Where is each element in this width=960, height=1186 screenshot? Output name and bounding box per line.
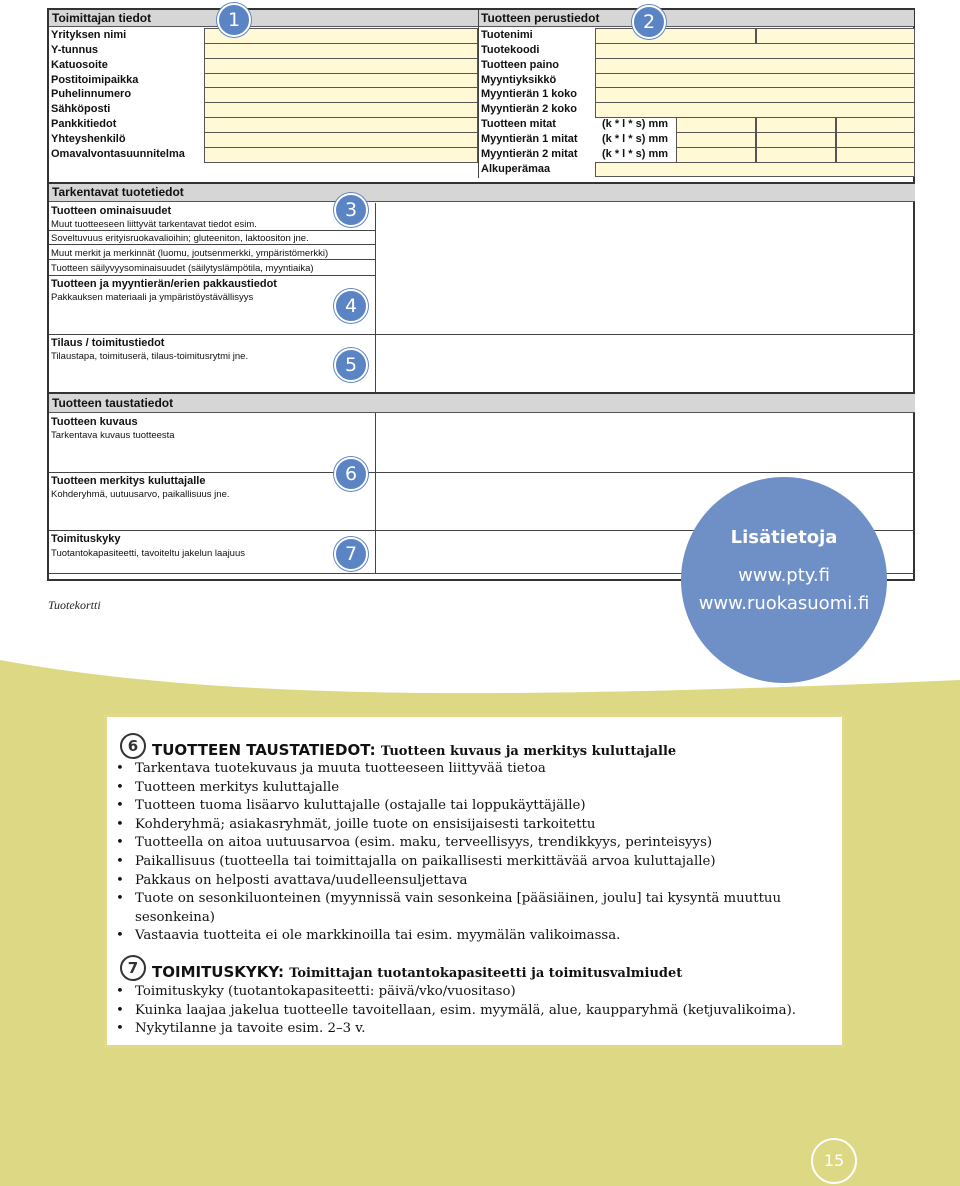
- supplier-field-input[interactable]: [204, 147, 478, 163]
- notes-section-7-subtitle: Toimittajan tuotantokapasiteetti ja toimitusvalmiudet: [289, 966, 683, 981]
- badge-5: 5: [334, 348, 368, 382]
- product-field-label: Myyntierän 2 koko: [481, 103, 577, 116]
- badge-2: 2: [632, 5, 666, 39]
- supplier-field-input[interactable]: [204, 87, 478, 103]
- supplier-field-label: Pankkitiedot: [51, 118, 117, 131]
- description-line: Tarkentava kuvaus tuotteesta: [51, 430, 175, 441]
- dimension-unit-label: (k * l * s) mm: [602, 118, 669, 131]
- dimension-unit-label: (k * l * s) mm: [602, 147, 669, 160]
- notes-section-7-heading: [152, 963, 682, 981]
- supplier-field-label: Omavalvontasuunnitelma: [51, 147, 185, 160]
- features-line-3: Muut merkit ja merkinnät (luomu, joutsenmerkki, ympäristömerkki): [51, 248, 329, 259]
- badge-4: 4: [334, 289, 368, 323]
- supplier-field-input[interactable]: [204, 73, 478, 89]
- product-field-label: Myyntierän 1 koko: [481, 88, 577, 101]
- dimension-input[interactable]: [756, 147, 836, 163]
- packaging-title: Tuotteen ja myyntierän/erien pakkaustiedot: [51, 278, 277, 290]
- notes-bullet: • Tuotteen tuoma lisäarvo kuluttajalle (ostajalle tai loppukäyttäjälle): [135, 797, 586, 815]
- supplier-field-input[interactable]: [204, 117, 478, 133]
- description-title: Tuotteen kuvaus: [51, 416, 138, 428]
- badge-6: 6: [334, 457, 368, 491]
- dimension-input[interactable]: [836, 132, 915, 148]
- product-field-input[interactable]: [595, 102, 915, 118]
- notes-bullet: • Kohderyhmä; asiakasryhmät, joille tuote on ensisijaisesti tarkoitettu: [135, 816, 595, 834]
- notes-bullet: sesonkeina): [135, 909, 215, 925]
- product-header: Tuotteen perustiedot: [478, 10, 914, 27]
- supplier-field-input[interactable]: [204, 102, 478, 118]
- product-field-label: Tuotekoodi: [481, 43, 540, 56]
- supplier-field-label: Yrityksen nimi: [51, 29, 127, 41]
- product-field-input[interactable]: [595, 28, 756, 44]
- notes-bullet: • Paikallisuus (tuotteella tai toimittajalla on paikallisesti merkittävää arvoa kuluttajalle): [135, 853, 716, 871]
- specific-header: Tarkentavat tuotetiedot: [49, 184, 915, 202]
- product-field-label: Myyntierän 1 mitat: [481, 132, 578, 145]
- capacity-line: Tuotantokapasiteetti, tavoiteltu jakelun laajuus: [51, 548, 245, 559]
- product-field-label: Alkuperämaa: [481, 162, 551, 175]
- notes-section-6-heading: [152, 741, 676, 759]
- packaging-line: Pakkauksen materiaali ja ympäristöystävällisyys: [51, 292, 254, 303]
- supplier-field-label: Katuosoite: [51, 58, 108, 71]
- notes-bullet: • Tuotteen merkitys kuluttajalle: [135, 779, 339, 797]
- notes-bullet: • Tuote on sesonkiluonteinen (myynnissä vain sesonkeina [pääsiäinen, joulu] tai kysyntä muuttuu: [135, 890, 781, 908]
- product-field-input[interactable]: [595, 87, 915, 103]
- background-header: Tuotteen taustatiedot: [49, 394, 915, 413]
- page-number: 15: [811, 1138, 857, 1184]
- notes-bullet: • Toimituskyky (tuotantokapasiteetti: päivä/vko/vuositaso): [135, 983, 516, 1001]
- features-title: Tuotteen ominaisuudet: [51, 205, 172, 217]
- product-field-input[interactable]: [756, 28, 915, 44]
- caption: Tuotekortti: [48, 598, 101, 612]
- notes-bullet: • Kuinka laajaa jakelua tuotteelle tavoitellaan, esim. myymälä, alue, kaupparyhmä (ketjuvalikoima).: [135, 1002, 796, 1020]
- supplier-field-input[interactable]: [204, 43, 478, 59]
- supplier-field-input[interactable]: [204, 132, 478, 148]
- info-link-ruokasuomi[interactable]: www.ruokasuomi.fi: [698, 593, 870, 614]
- notes-bullet: • Nykytilanne ja tavoite esim. 2–3 v.: [135, 1020, 365, 1038]
- notes-bullet: • Tarkentava tuotekuvaus ja muuta tuotteeseen liittyvää tietoa: [135, 760, 546, 778]
- product-field-label: Myyntierän 2 mitat: [481, 147, 578, 160]
- info-title: Lisätietoja: [730, 527, 838, 548]
- notes-section-7-title: TOIMITUSKYKY:: [152, 963, 284, 981]
- dimension-input[interactable]: [836, 117, 915, 133]
- badge-3: 3: [334, 193, 368, 227]
- product-field-input[interactable]: [595, 58, 915, 74]
- dimension-unit-label: (k * l * s) mm: [602, 132, 669, 145]
- dimension-input[interactable]: [836, 147, 915, 163]
- meaning-title: Tuotteen merkitys kuluttajalle: [51, 475, 206, 487]
- badge-7: 7: [334, 537, 368, 571]
- dimension-input[interactable]: [756, 132, 836, 148]
- notes-badge-6: 6: [120, 733, 146, 759]
- meaning-line: Kohderyhmä, uutuusarvo, paikallisuus jne.: [51, 489, 230, 500]
- info-circle: [681, 477, 887, 683]
- supplier-header: Toimittajan tiedot: [49, 10, 478, 27]
- features-line-1: Muut tuotteeseen liittyvät tarkentavat tiedot esim.: [51, 219, 257, 230]
- product-field-input[interactable]: [595, 73, 915, 89]
- features-line-4: Tuotteen säilyvyysominaisuudet (säilytyslämpötila, myyntiaika): [51, 263, 314, 274]
- capacity-title: Toimituskyky: [51, 533, 121, 545]
- supplier-field-label: Y-tunnus: [51, 43, 99, 56]
- notes-section-6-subtitle: Tuotteen kuvaus ja merkitys kuluttajalle: [380, 744, 677, 759]
- product-field-label: Myyntiyksikkö: [481, 73, 557, 86]
- notes-bullet: • Tuotteella on aitoa uutuusarvoa (esim. maku, terveellisyys, trendikkyys, perinteisyys): [135, 834, 712, 852]
- features-line-2: Soveltuvuus erityisruokavalioihin; gluteeniton, laktoositon jne.: [51, 233, 309, 244]
- product-field-label: Tuotteen paino: [481, 58, 560, 71]
- notes-bullet: • Pakkaus on helposti avattava/uudelleensuljettava: [135, 872, 467, 890]
- product-field-input[interactable]: [595, 43, 915, 59]
- dimension-input[interactable]: [756, 117, 836, 133]
- supplier-field-label: Yhteyshenkilö: [51, 132, 126, 145]
- dimension-input[interactable]: [676, 117, 756, 133]
- supplier-field-label: Puhelinnumero: [51, 88, 132, 101]
- notes-badge-7: 7: [120, 955, 146, 981]
- notes-section-6-title: TUOTTEEN TAUSTATIEDOT:: [152, 741, 376, 759]
- supplier-field-input[interactable]: [204, 58, 478, 74]
- product-field-label: Tuotenimi: [481, 29, 533, 41]
- dimension-input[interactable]: [676, 132, 756, 148]
- product-field-input[interactable]: [595, 162, 915, 178]
- badge-1: 1: [217, 3, 251, 37]
- product-field-label: Tuotteen mitat: [481, 118, 556, 131]
- supplier-field-label: Postitoimipaikka: [51, 73, 139, 86]
- info-link-pty[interactable]: www.pty.fi: [738, 565, 830, 586]
- order-title: Tilaus / toimitustiedot: [51, 337, 165, 349]
- notes-bullet: • Vastaavia tuotteita ei ole markkinoilla tai esim. myymälän valikoimassa.: [135, 927, 620, 945]
- order-line: Tilaustapa, toimituserä, tilaus-toimitusrytmi jne.: [51, 351, 249, 362]
- dimension-input[interactable]: [676, 147, 756, 163]
- supplier-field-label: Sähköposti: [51, 103, 111, 116]
